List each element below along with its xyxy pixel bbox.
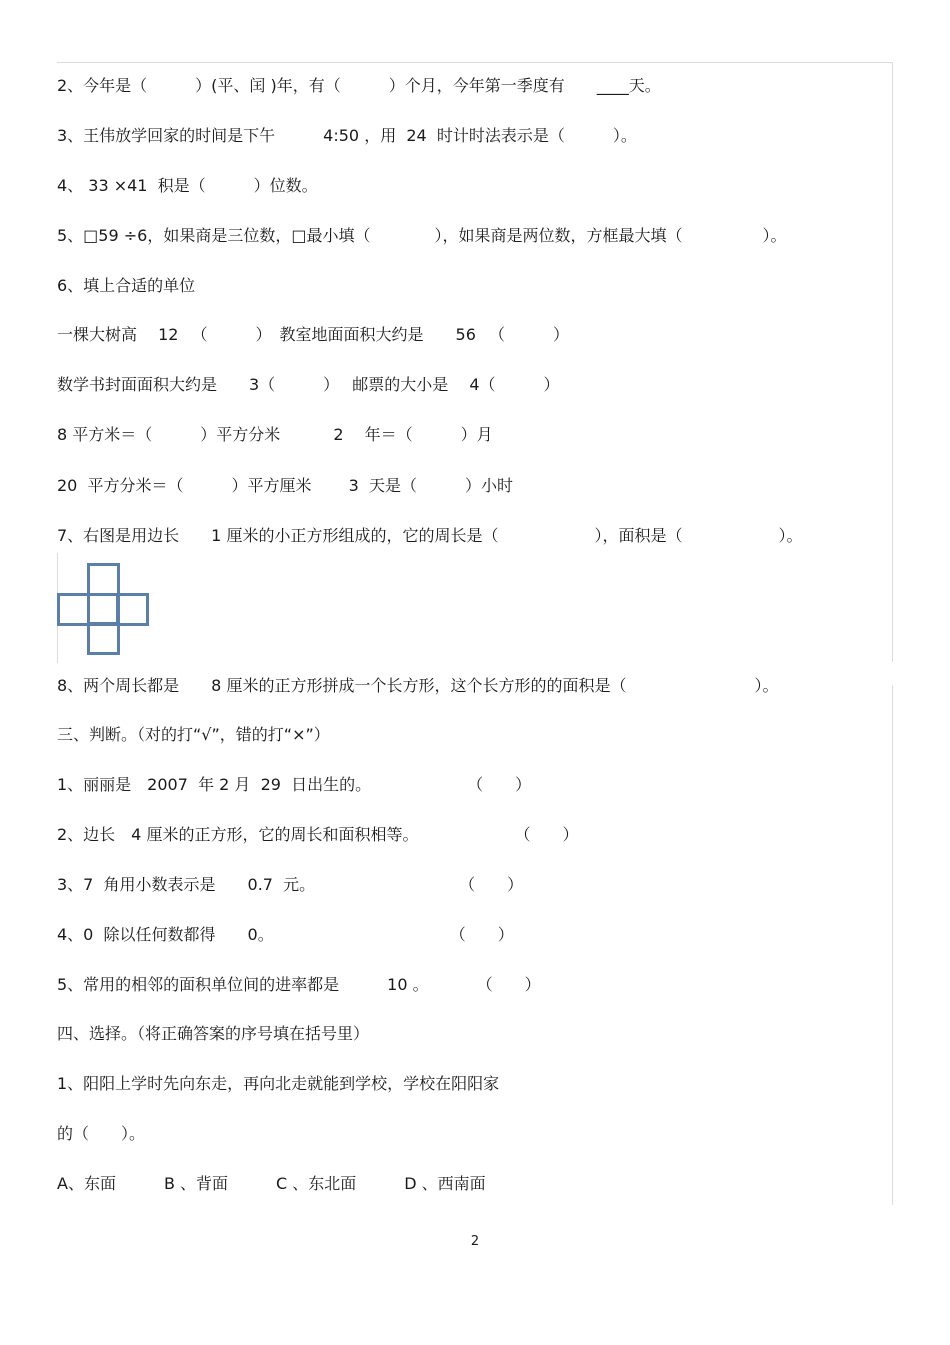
question-6-row-3: 8 平方米＝（ ）平方分米 2 年＝（ ）月 — [57, 425, 493, 444]
judge-5: 5、常用的相邻的面积单位间的进率都是 10 。 （ ） — [57, 975, 541, 994]
square-bottom — [87, 622, 120, 655]
question-8: 8、两个周长都是 8 厘米的正方形拼成一个长方形，这个长方形的的面积是（ ）。 — [57, 676, 779, 695]
question-6-row-1: 一棵大树高 12 （ ） 教室地面面积大约是 56 （ ） — [57, 325, 569, 344]
section-3-heading: 三、判断。（对的打“√”，错的打“×”） — [57, 725, 330, 744]
right-border — [892, 62, 893, 662]
question-4: 4、 33 ×41 积是（ ）位数。 — [57, 176, 318, 195]
question-3: 3、王伟放学回家的时间是下午 4:50 ，用 24 时计时法表示是（ ）。 — [57, 126, 637, 145]
question-6-row-4: 20 平方分米＝（ ）平方厘米 3 天是（ ）小时 — [57, 476, 513, 495]
judge-3: 3、7 角用小数表示是 0.7 元。 （ ） — [57, 875, 524, 894]
top-border — [57, 62, 893, 63]
cross-shape-figure — [57, 563, 149, 653]
right-border-lower — [892, 685, 893, 1205]
judge-1: 1、丽丽是 2007 年 2 月 29 日出生的。 （ ） — [57, 775, 532, 794]
square-top — [87, 563, 120, 596]
choice-1-cont: 的（ ）。 — [57, 1124, 146, 1143]
choice-1-options: A、东面 B 、背面 C 、东北面 D 、西南面 — [57, 1174, 486, 1193]
judge-2: 2、边长 4 厘米的正方形，它的周长和面积相等。 （ ） — [57, 825, 579, 844]
question-5: 5、□59 ÷6，如果商是三位数，□最小填（ ），如果商是两位数，方框最大填（ ）。 — [57, 226, 787, 245]
question-6-row-2: 数学书封面面积大约是 3（ ） 邮票的大小是 4（ ） — [57, 375, 560, 394]
page-number: 2 — [470, 1234, 480, 1249]
section-4-heading: 四、选择。（将正确答案的序号填在括号里） — [57, 1024, 370, 1043]
square-right — [116, 593, 149, 626]
question-2: 2、今年是（ ）(平、闰 )年，有（ ）个月，今年第一季度有 ____天。 — [57, 76, 661, 95]
square-left — [57, 593, 90, 626]
choice-1: 1、阳阳上学时先向东走，再向北走就能到学校，学校在阳阳家 — [57, 1074, 500, 1093]
question-6: 6、填上合适的单位 — [57, 276, 196, 295]
judge-4: 4、0 除以任何数都得 0。 （ ） — [57, 925, 514, 944]
question-7: 7、右图是用边长 1 厘米的小正方形组成的，它的周长是（ ），面积是（ ）。 — [57, 526, 803, 545]
